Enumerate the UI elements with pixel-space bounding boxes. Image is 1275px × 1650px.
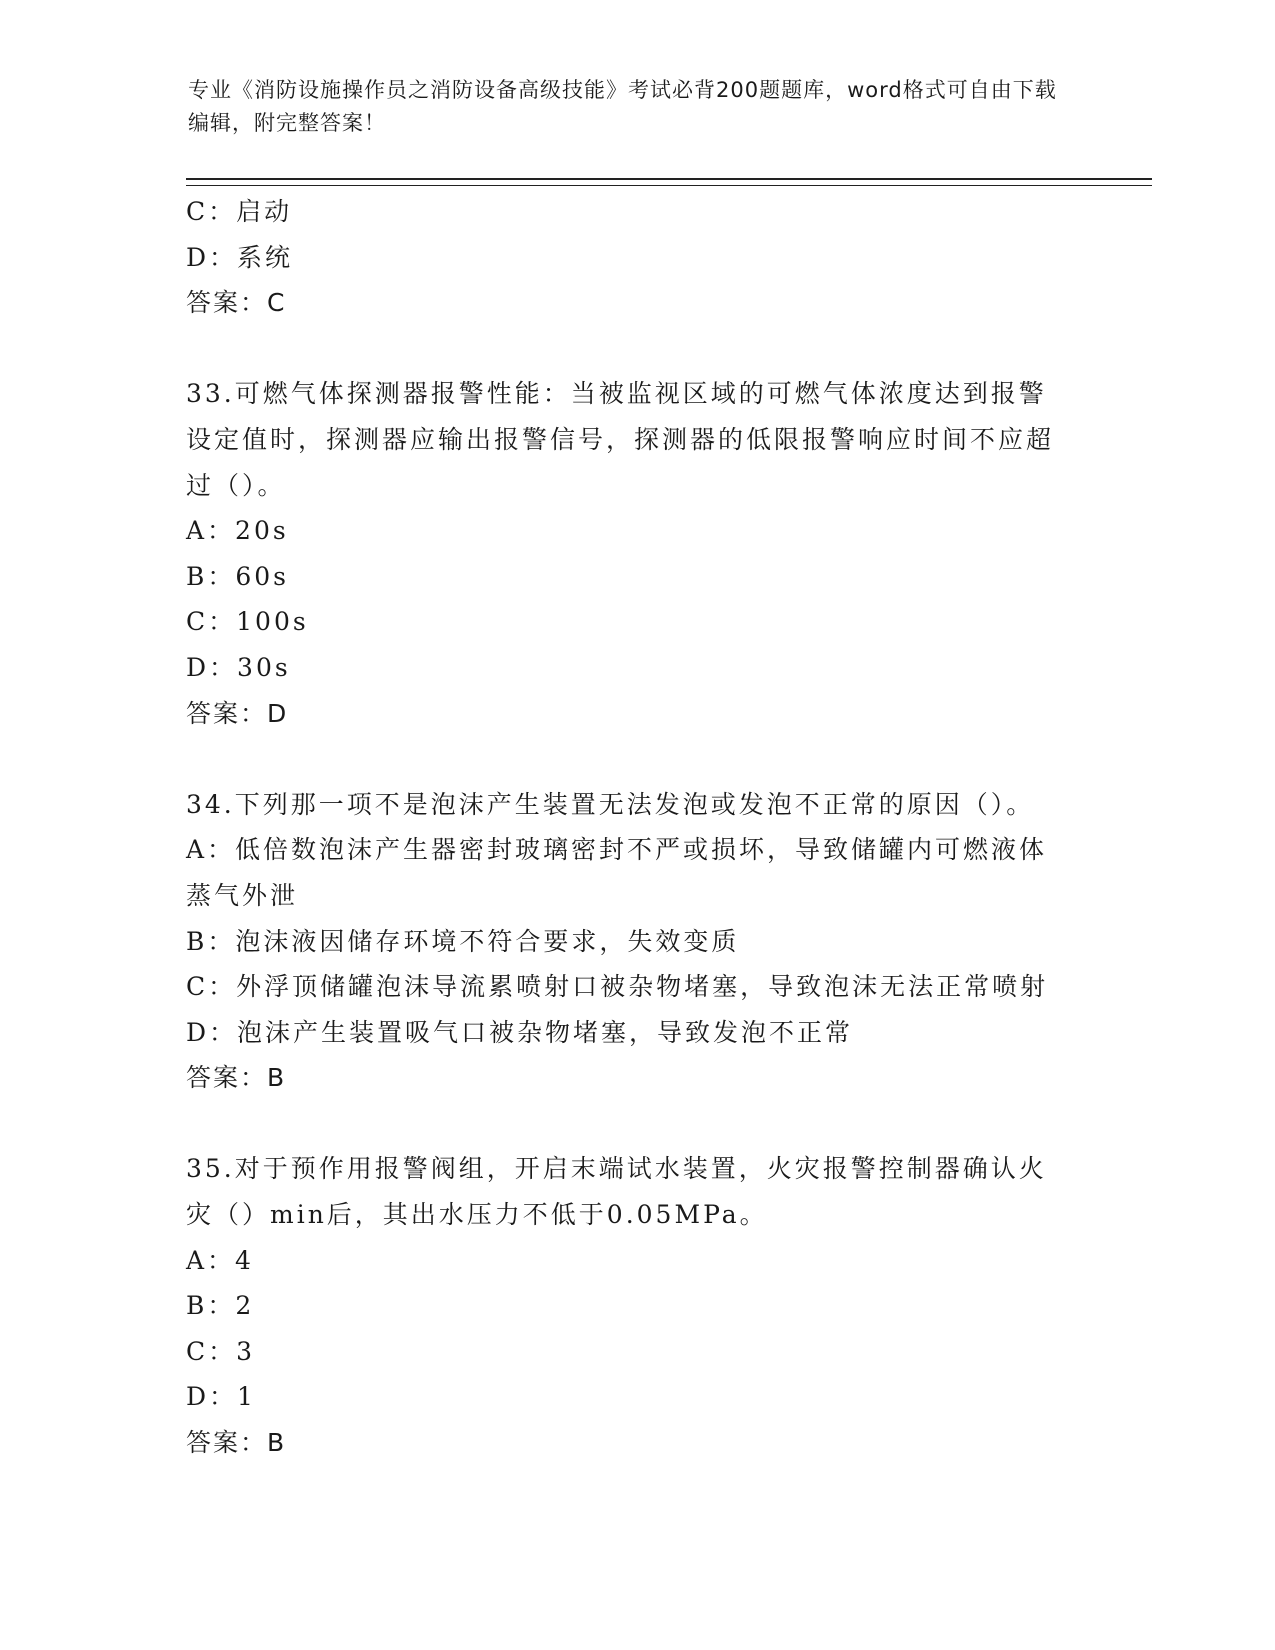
option-c: C：外浮顶储罐泡沫导流累喷射口被杂物堵塞，导致泡沫无法正常喷射 xyxy=(186,972,1049,1002)
question-34 xyxy=(186,782,1086,1101)
option-a: A：4 xyxy=(186,1245,254,1275)
option-a: A：低倍数泡沫产生器密封玻璃密封不严或损坏，导致储罐内可燃液体蒸气外泄 xyxy=(186,835,1048,910)
option-b: B：泡沫液因储存环境不符合要求，失效变质 xyxy=(186,926,740,956)
spacer xyxy=(186,736,1086,782)
option-d: D：系统 xyxy=(186,242,294,272)
question-stem: 34.下列那一项不是泡沫产生装置无法发泡或发泡不正常的原因（）。 xyxy=(186,789,1035,819)
previous-question-tail xyxy=(186,189,1086,326)
option-a: A：20s xyxy=(186,516,289,546)
question-stem: 33.可燃气体探测器报警性能：当被监视区域的可燃气体浓度达到报警设定值时，探测器应输出报警信号，探测器的低限报警响应时间不应超过（）。 xyxy=(186,379,1055,500)
answer: 答案：C xyxy=(186,288,287,318)
option-c: C：启动 xyxy=(186,197,293,226)
header-divider xyxy=(186,178,1152,186)
spacer xyxy=(186,326,1086,372)
option-b: B：2 xyxy=(186,1291,255,1321)
question-33 xyxy=(186,371,1086,736)
option-d: D：泡沫产生装置吸气口被杂物堵塞，导致发泡不正常 xyxy=(186,1017,854,1047)
answer: 答案：B xyxy=(186,1428,287,1458)
answer: 答案：D xyxy=(186,698,289,728)
spacer xyxy=(186,1101,1086,1147)
question-list xyxy=(186,189,1086,1466)
option-b: B：60s xyxy=(186,561,290,591)
question-35 xyxy=(186,1146,1086,1465)
question-stem: 35.对于预作用报警阀组，开启末端试水装置，火灾报警控制器确认火灾（）min后，其出水压力不低于0.05MPa。 xyxy=(186,1154,1047,1230)
option-d: D：30s xyxy=(186,652,291,682)
page-header: 专业《消防设施操作员之消防设备高级技能》考试必背200题题库，word格式可自由下载编辑，附完整答案！ xyxy=(188,78,1057,135)
option-c: C：100s xyxy=(186,607,309,637)
answer: 答案：B xyxy=(186,1063,287,1093)
option-c: C：3 xyxy=(186,1336,256,1366)
option-d: D：1 xyxy=(186,1382,256,1412)
